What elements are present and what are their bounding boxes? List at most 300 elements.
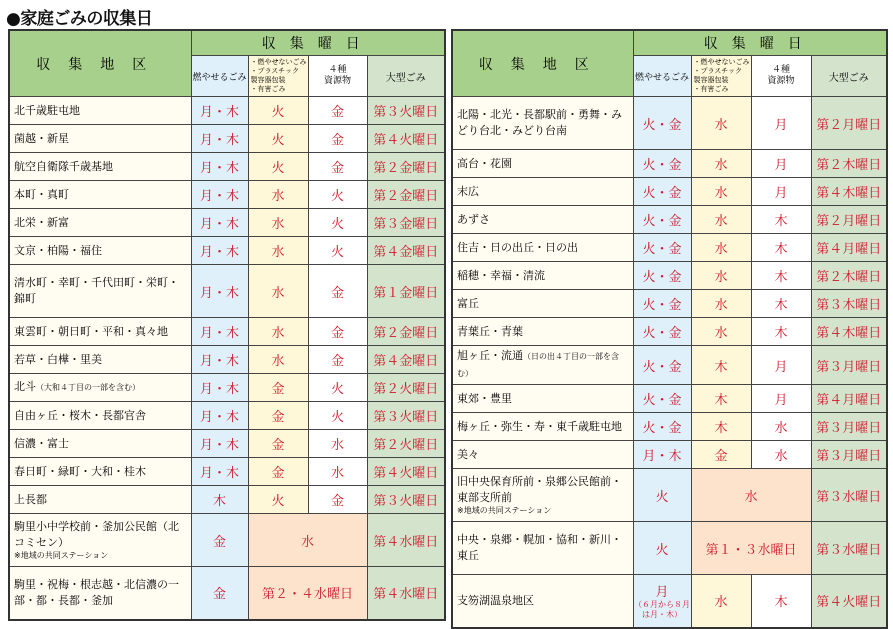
- large-waste-day: [367, 514, 445, 567]
- resources-day-value: 木: [774, 214, 788, 229]
- table-row: [452, 290, 887, 318]
- burnable-day: [633, 97, 691, 150]
- area-name: [9, 209, 191, 237]
- header-days: 収集曜日: [633, 30, 887, 56]
- large-waste-day-value: 第４月曜日: [816, 393, 882, 408]
- nonburnable-day-value: 水: [714, 270, 728, 285]
- large-waste-day: [367, 318, 445, 346]
- nonburnable-day-value: 水: [271, 354, 285, 369]
- large-waste-day: [811, 318, 887, 346]
- large-waste-day: [367, 125, 445, 153]
- large-waste-day: [367, 374, 445, 402]
- table-row: [9, 265, 445, 318]
- header-resources: ４種 資源物: [751, 56, 811, 97]
- large-waste-day: [367, 209, 445, 237]
- area-name: [452, 206, 633, 234]
- page-title: ●家庭ごみの収集日: [6, 9, 153, 29]
- resources-day-value: 金: [330, 133, 344, 148]
- large-waste-day: [811, 575, 887, 628]
- nonburnable-day: [691, 318, 751, 346]
- burnable-day-value: 火・金: [642, 270, 682, 285]
- resources-day: [751, 97, 811, 150]
- area-label: 上長都: [14, 492, 47, 506]
- resources-day: [751, 441, 811, 469]
- table-row: [9, 374, 445, 402]
- nonburnable-day: [248, 265, 308, 318]
- nonburnable-day: [248, 181, 308, 209]
- resources-day: [308, 458, 367, 486]
- resources-day-value: 金: [330, 161, 344, 176]
- resources-day: [751, 290, 811, 318]
- header-area: 収集地区: [9, 30, 191, 97]
- burnable-day: [191, 153, 248, 181]
- large-waste-day: [367, 237, 445, 265]
- resources-day-value: 金: [330, 105, 344, 120]
- nonburnable-day-value: 金: [271, 382, 285, 397]
- area-note: ※地域の共同ステーション: [457, 506, 552, 515]
- nonburnable-day: [691, 413, 751, 441]
- large-waste-day: [811, 178, 887, 206]
- large-waste-day-value: 第４火曜日: [816, 595, 882, 611]
- table-row: [9, 430, 445, 458]
- area-label: 信濃・富士: [14, 436, 69, 450]
- area-label: 末広: [457, 184, 479, 198]
- burnable-day-value: 月・木: [199, 133, 239, 148]
- area-name: [9, 567, 191, 620]
- area-name: [452, 262, 633, 290]
- area-name: [452, 97, 633, 150]
- area-label: 本町・真町: [14, 187, 69, 201]
- area-inline-note: （日の出４丁目の一部を含む）: [457, 352, 619, 378]
- large-waste-day-value: 第４火曜日: [373, 133, 439, 148]
- table-row: [452, 318, 887, 346]
- burnable-day-value: 月・木: [199, 285, 239, 301]
- resources-day: [308, 209, 367, 237]
- burnable-day-value: 月・木: [199, 438, 239, 453]
- area-name: [9, 265, 191, 318]
- area-name: [9, 458, 191, 486]
- resources-day: [308, 125, 367, 153]
- nonburnable-day: [691, 575, 751, 628]
- nonburnable-day-value: 火: [271, 105, 285, 120]
- large-waste-day: [367, 346, 445, 374]
- area-name: [452, 150, 633, 178]
- burnable-day-value: 月・木: [199, 466, 239, 481]
- resources-day-value: 木: [774, 298, 788, 313]
- burnable-day: [191, 209, 248, 237]
- area-label: 清水町・幸町・千代田町・栄町・錦町: [14, 276, 179, 305]
- nonburnable-day: [691, 441, 751, 469]
- large-waste-day: [811, 385, 887, 413]
- area-label: 北斗: [14, 380, 36, 393]
- area-name: [452, 318, 633, 346]
- table-row: [452, 522, 887, 575]
- burnable-day: [633, 150, 691, 178]
- resources-day: [751, 262, 811, 290]
- burnable-day: [191, 458, 248, 486]
- resources-day-value: 月: [774, 359, 788, 375]
- table-row: [452, 206, 887, 234]
- large-waste-day-value: 第３金曜日: [373, 217, 439, 232]
- large-waste-day-value: 第２木曜日: [816, 158, 882, 173]
- nonburnable-day: [248, 97, 308, 125]
- resources-day: [308, 153, 367, 181]
- burnable-day: [633, 575, 691, 628]
- resources-day-value: 水: [774, 421, 788, 436]
- resources-day-value: 火: [330, 217, 344, 232]
- area-label: 春日町・緑町・大和・桂木: [14, 464, 146, 478]
- burnable-day: [633, 346, 691, 385]
- burnable-day-value: 月・木: [642, 449, 682, 464]
- large-waste-day: [811, 413, 887, 441]
- large-waste-day: [811, 97, 887, 150]
- table-row: [452, 441, 887, 469]
- table-row: [9, 209, 445, 237]
- large-waste-day-value: 第２金曜日: [373, 161, 439, 176]
- nonburnable-day: [248, 346, 308, 374]
- burnable-day-value: 火・金: [642, 158, 682, 173]
- resources-day-value: 金: [330, 285, 344, 301]
- burnable-day: [633, 318, 691, 346]
- table-row: [452, 575, 887, 628]
- nonburnable-day: [248, 458, 308, 486]
- burnable-day-value: 月・木: [199, 105, 239, 120]
- large-waste-day: [811, 346, 887, 385]
- large-waste-day: [367, 458, 445, 486]
- table-row: [452, 97, 887, 150]
- table-row: [452, 413, 887, 441]
- header-nonburnable: ・燃やせないごみ ・プラスチック 製容器包装 ・有害ごみ: [248, 56, 308, 97]
- resources-day: [308, 318, 367, 346]
- nonburnable-day: [691, 262, 751, 290]
- nonburnable-day-value: 水: [271, 217, 285, 232]
- large-waste-day-value: 第３月曜日: [816, 449, 882, 464]
- burnable-day: [191, 567, 248, 620]
- burnable-day-value: 木: [212, 494, 226, 509]
- burnable-day: [633, 385, 691, 413]
- resources-day: [308, 486, 367, 514]
- resources-day-value: 月: [774, 158, 788, 173]
- resources-day-value: 水: [774, 449, 788, 464]
- area-name: [452, 469, 633, 522]
- burnable-day: [191, 486, 248, 514]
- area-label: あずさ: [457, 212, 490, 226]
- nonburnable-day-value: 木: [714, 393, 728, 408]
- resources-day-value: 金: [330, 494, 344, 509]
- area-label: 中央・泉郷・幌加・協和・新川・東丘: [457, 533, 622, 562]
- area-label: 駒里小中学校前・釜加公民館（北コミセン）: [14, 520, 179, 549]
- resources-day: [751, 318, 811, 346]
- area-label: 美々: [457, 447, 479, 461]
- nonburnable-day-value: 水: [714, 117, 728, 133]
- nonburnable-day-value: 火: [271, 133, 285, 148]
- table-row: [9, 318, 445, 346]
- area-name: [9, 318, 191, 346]
- schedule-table-left: [8, 29, 446, 621]
- nonburnable-day-value: 水: [714, 242, 728, 257]
- nonburnable-day: [691, 150, 751, 178]
- resources-day: [308, 402, 367, 430]
- nonburnable-day: [691, 346, 751, 385]
- area-name: [9, 486, 191, 514]
- burnable-day-value: 月: [655, 585, 669, 601]
- area-label: 駒里・祝梅・根志越・北信濃の一部・都・長都・釜加: [14, 577, 179, 607]
- large-waste-day-value: 第１金曜日: [373, 285, 439, 301]
- area-name: [9, 237, 191, 265]
- burnable-day-value: 火・金: [642, 186, 682, 201]
- large-waste-day-value: 第４金曜日: [373, 245, 439, 260]
- burnable-day: [191, 181, 248, 209]
- area-name: [9, 346, 191, 374]
- burnable-day-value: 火・金: [642, 393, 682, 408]
- nonburnable-day: [691, 290, 751, 318]
- table-row: [452, 150, 887, 178]
- area-name: [452, 385, 633, 413]
- table-row: [9, 237, 445, 265]
- large-waste-day-value: 第２木曜日: [816, 270, 882, 285]
- burnable-day: [633, 262, 691, 290]
- resources-day: [308, 181, 367, 209]
- area-name: [9, 125, 191, 153]
- nonburnable-day-value: 水: [714, 158, 728, 173]
- nonburnable-resources-day: [691, 522, 811, 575]
- burnable-day-value: 月・木: [199, 189, 239, 204]
- area-name: [9, 430, 191, 458]
- table-row: [9, 153, 445, 181]
- large-waste-day-value: 第４水曜日: [373, 587, 439, 603]
- nonburnable-day-value: 木: [714, 421, 728, 436]
- table-row: [452, 385, 887, 413]
- resources-day: [751, 150, 811, 178]
- area-label: 青葉丘・青葉: [457, 324, 523, 338]
- nonburnable-day: [248, 486, 308, 514]
- burnable-day-value: 月・木: [199, 326, 239, 341]
- burnable-day: [191, 430, 248, 458]
- large-waste-day-value: 第４木曜日: [816, 326, 882, 341]
- burnable-day: [191, 514, 248, 567]
- resources-day-value: 金: [330, 326, 344, 341]
- nonburnable-day: [691, 234, 751, 262]
- area-label: 住吉・日の出丘・日の出: [457, 240, 578, 254]
- area-name: [452, 522, 633, 575]
- header-burnable: 燃やせるごみ: [633, 56, 691, 97]
- nonburnable-day: [691, 385, 751, 413]
- large-waste-day-value: 第３水曜日: [816, 489, 882, 505]
- burnable-day-value: 火・金: [642, 421, 682, 436]
- large-waste-day: [811, 234, 887, 262]
- resources-day-value: 月: [774, 186, 788, 201]
- nonburnable-day-value: 金: [271, 410, 285, 425]
- burnable-day-value: 火・金: [642, 214, 682, 229]
- area-name: [9, 402, 191, 430]
- table-row: [9, 567, 445, 620]
- large-waste-day-value: 第４火曜日: [373, 466, 439, 481]
- resources-day-value: 月: [774, 393, 788, 408]
- area-name: [9, 181, 191, 209]
- nonburnable-day-value: 水: [714, 595, 728, 611]
- large-waste-day: [367, 97, 445, 125]
- burnable-day-value: 火・金: [642, 298, 682, 313]
- burnable-day-value: 火: [655, 489, 669, 505]
- large-waste-day-value: 第４水曜日: [373, 534, 439, 550]
- area-label: 文京・柏陽・福住: [14, 243, 102, 257]
- large-waste-day: [367, 486, 445, 514]
- burnable-day: [633, 178, 691, 206]
- nonburnable-day-value: 火: [271, 161, 285, 176]
- large-waste-day-value: 第２金曜日: [373, 326, 439, 341]
- header-resources: ４種 資源物: [308, 56, 367, 97]
- header-days: 収集曜日: [191, 30, 445, 56]
- area-label: 富丘: [457, 296, 479, 310]
- table-row: [452, 262, 887, 290]
- resources-day-value: 水: [330, 438, 344, 453]
- nonburnable-resources-day-value: 第１・３水曜日: [705, 542, 797, 558]
- area-label: 北栄・新富: [14, 215, 69, 229]
- resources-day: [308, 374, 367, 402]
- burnable-day: [633, 234, 691, 262]
- resources-day-value: 月: [774, 117, 788, 133]
- area-label: 梅ヶ丘・弥生・寿・東千歳駐屯地: [457, 419, 622, 433]
- burnable-day: [633, 206, 691, 234]
- table-row: [9, 402, 445, 430]
- area-name: [452, 346, 633, 385]
- large-waste-day: [367, 430, 445, 458]
- table-row: [9, 346, 445, 374]
- area-name: [452, 441, 633, 469]
- resources-day: [751, 575, 811, 628]
- table-row: [9, 125, 445, 153]
- resources-day-value: 金: [330, 354, 344, 369]
- area-label: 高台・花園: [457, 156, 512, 170]
- burnable-day-value: 火: [655, 542, 669, 558]
- area-label: 旭ヶ丘・流通: [457, 349, 523, 362]
- nonburnable-day: [248, 374, 308, 402]
- large-waste-day: [811, 262, 887, 290]
- resources-day-value: 木: [774, 595, 788, 611]
- resources-day-value: 火: [330, 189, 344, 204]
- nonburnable-day: [248, 430, 308, 458]
- large-waste-day-value: 第３火曜日: [373, 494, 439, 509]
- area-name: [452, 178, 633, 206]
- nonburnable-resources-day: [691, 469, 811, 522]
- nonburnable-day-value: 木: [714, 359, 728, 375]
- area-name: [9, 97, 191, 125]
- nonburnable-day-value: 水: [271, 189, 285, 204]
- nonburnable-day-value: 金: [271, 438, 285, 453]
- large-waste-day-value: 第３木曜日: [816, 298, 882, 313]
- resources-day: [751, 178, 811, 206]
- area-name: [452, 234, 633, 262]
- burnable-day-value: 金: [212, 587, 226, 603]
- nonburnable-day: [248, 318, 308, 346]
- burnable-day-value: 月・木: [199, 245, 239, 260]
- large-waste-day: [367, 153, 445, 181]
- table-row: [452, 469, 887, 522]
- resources-day-value: 木: [774, 242, 788, 257]
- large-waste-day: [811, 441, 887, 469]
- burnable-day-value: 金: [212, 534, 226, 550]
- resources-day-value: 火: [330, 245, 344, 260]
- burnable-day-value: 火・金: [642, 117, 682, 133]
- nonburnable-day: [248, 237, 308, 265]
- burnable-day-value: 月・木: [199, 354, 239, 369]
- nonburnable-day-value: 金: [271, 466, 285, 481]
- table-row: [9, 97, 445, 125]
- nonburnable-day: [248, 402, 308, 430]
- area-label: 北陽・北光・長都駅前・勇舞・みどり台北・みどり台南: [457, 108, 622, 137]
- header-large: 大型ごみ: [367, 56, 445, 97]
- table-row: [9, 486, 445, 514]
- area-label: 自由ヶ丘・桜木・長都官舎: [14, 408, 146, 422]
- large-waste-day: [811, 206, 887, 234]
- resources-day: [751, 206, 811, 234]
- area-name: [452, 413, 633, 441]
- burnable-day-value: 月・木: [199, 161, 239, 176]
- nonburnable-day: [691, 178, 751, 206]
- header-area: 収集地区: [452, 30, 633, 97]
- resources-day: [308, 265, 367, 318]
- nonburnable-resources-day: [248, 567, 367, 620]
- large-waste-day-value: 第３火曜日: [373, 410, 439, 425]
- area-name: [452, 290, 633, 318]
- burnable-day-value: 火・金: [642, 242, 682, 257]
- burnable-day: [633, 413, 691, 441]
- resources-day: [308, 237, 367, 265]
- resources-day: [751, 385, 811, 413]
- large-waste-day: [367, 265, 445, 318]
- large-waste-day-value: 第２月曜日: [816, 214, 882, 229]
- resources-day-value: 火: [330, 382, 344, 397]
- burnable-day-value: 火・金: [642, 326, 682, 341]
- burnable-day: [633, 522, 691, 575]
- large-waste-day-value: 第４金曜日: [373, 354, 439, 369]
- nonburnable-day-value: 水: [271, 245, 285, 260]
- nonburnable-resources-day: [248, 514, 367, 567]
- large-waste-day: [811, 469, 887, 522]
- area-note: ※地域の共同ステーション: [14, 551, 109, 560]
- nonburnable-day: [691, 97, 751, 150]
- nonburnable-day-value: 火: [271, 494, 285, 509]
- nonburnable-day: [248, 209, 308, 237]
- area-label: 旧中央保育所前・泉郷公民館前・東部支所前: [457, 475, 622, 504]
- table-row: [452, 178, 887, 206]
- burnable-day-value: 火・金: [642, 359, 682, 375]
- nonburnable-day: [691, 206, 751, 234]
- burnable-day: [191, 402, 248, 430]
- large-waste-day: [811, 522, 887, 575]
- burnable-day: [633, 469, 691, 522]
- area-label: 稲穂・幸福・清流: [457, 268, 545, 282]
- header-nonburnable: ・燃やせないごみ ・プラスチック 製容器包装 ・有害ごみ: [691, 56, 751, 97]
- resources-day-value: 木: [774, 326, 788, 341]
- nonburnable-day-value: 水: [714, 186, 728, 201]
- nonburnable-day-value: 水: [271, 285, 285, 301]
- nonburnable-day: [248, 125, 308, 153]
- nonburnable-resources-day-value: 水: [744, 489, 758, 505]
- resources-day: [308, 97, 367, 125]
- area-label: 支笏湖温泉地区: [457, 593, 534, 607]
- area-label: 東雲町・朝日町・平和・真々地: [14, 324, 168, 338]
- burnable-day-value: 月・木: [199, 410, 239, 425]
- header-large: 大型ごみ: [811, 56, 887, 97]
- burnable-day: [191, 97, 248, 125]
- resources-day-value: 水: [330, 466, 344, 481]
- schedule-table-right: [451, 29, 888, 629]
- area-name: [9, 153, 191, 181]
- nonburnable-day-value: 金: [714, 449, 728, 464]
- large-waste-day: [811, 290, 887, 318]
- nonburnable-day-value: 水: [714, 326, 728, 341]
